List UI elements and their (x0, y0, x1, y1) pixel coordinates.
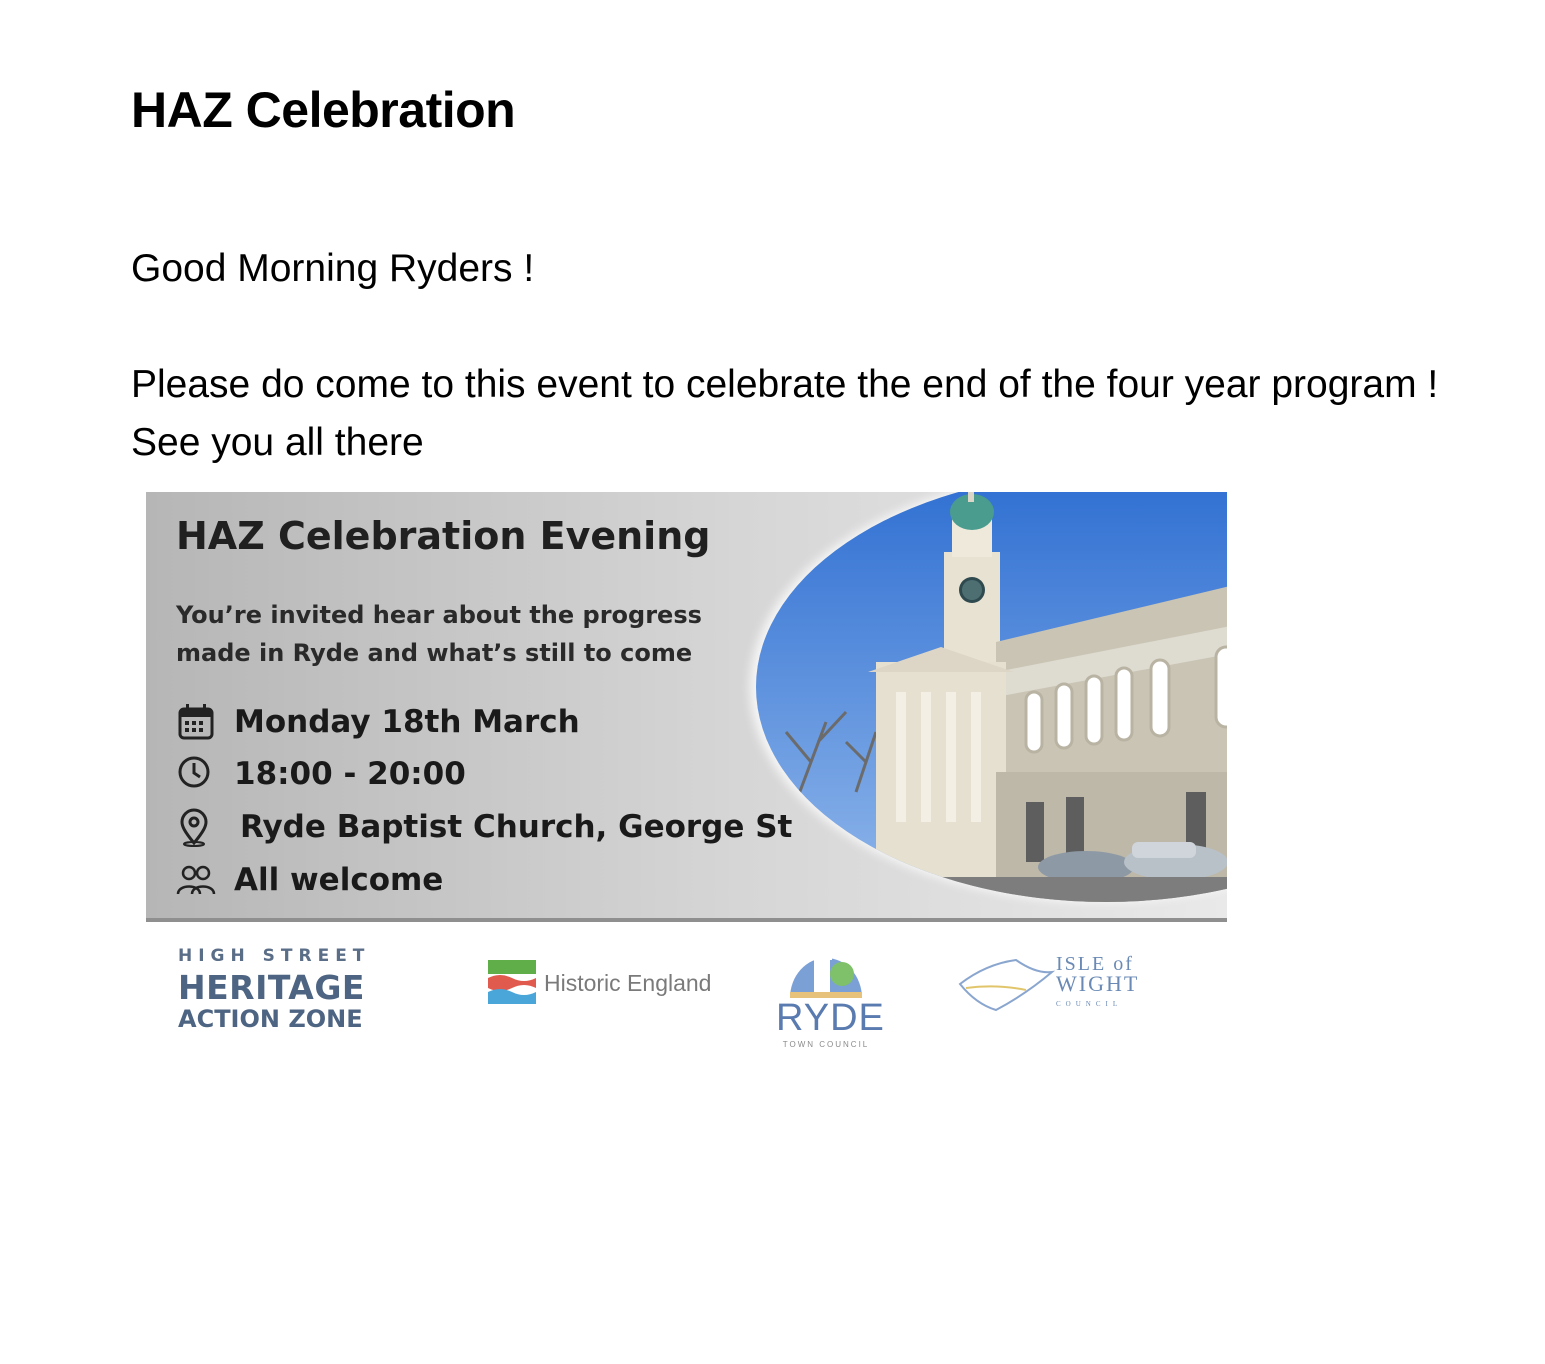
historic-england-text: Historic England (544, 969, 712, 996)
event-location (176, 807, 792, 847)
location-pin-icon (176, 807, 234, 847)
ryde-town-council-logo (776, 942, 885, 1049)
iow-logo-line2: WIGHT (1056, 971, 1140, 996)
hsh-logo-bot: ACTION ZONE (178, 1005, 363, 1033)
invite-text: Please do come to this event to celebrate the end of the four year program ! (131, 363, 1439, 406)
event-audience (176, 860, 443, 900)
iow-logo-line1: ISLE of (1056, 953, 1134, 975)
closing-text: See you all there (131, 421, 424, 464)
town-hall-photo (756, 492, 1227, 902)
event-time-text: 18:00 - 20:00 (234, 756, 466, 792)
event-date-text: Monday 18th March (234, 704, 580, 740)
event-time (176, 754, 466, 794)
banner-subtitle (176, 596, 736, 672)
banner-subtitle-line: made in Ryde and what’s still to come (176, 639, 693, 667)
banner-title: HAZ Celebration Evening (176, 514, 711, 558)
isle-of-wight-council-logo (956, 954, 1139, 1014)
iow-logo-text (1056, 954, 1139, 1014)
historic-england-mark-icon (488, 960, 536, 1006)
ryde-logo-sub: TOWN COUNCIL (782, 1040, 870, 1049)
banner-subtitle-line: You’re invited hear about the progress (176, 601, 702, 629)
event-banner-image[interactable] (146, 492, 1227, 922)
event-location-text: Ryde Baptist Church, George St (240, 809, 793, 845)
clock-icon (176, 754, 234, 794)
iow-logo-line3: COUNCIL (1056, 1000, 1123, 1008)
calendar-icon (176, 702, 234, 742)
people-icon (176, 860, 234, 900)
ryde-emblem-icon (786, 942, 866, 998)
hsh-logo-top: HIGH STREET (178, 946, 371, 966)
greeting-text: Good Morning Ryders ! (131, 247, 535, 290)
heritage-action-zone-logo (178, 946, 370, 1033)
hsh-logo-mid: HERITAGE (178, 968, 365, 1007)
sponsor-logos (146, 940, 1227, 1060)
ryde-logo-name: RYDE (776, 997, 885, 1039)
post-title: HAZ Celebration (131, 82, 516, 138)
historic-england-logo (488, 960, 711, 1006)
event-date (176, 702, 580, 742)
event-audience-text: All welcome (234, 862, 444, 898)
isle-of-wight-outline-icon (956, 954, 1056, 1014)
post-body (131, 240, 1531, 472)
